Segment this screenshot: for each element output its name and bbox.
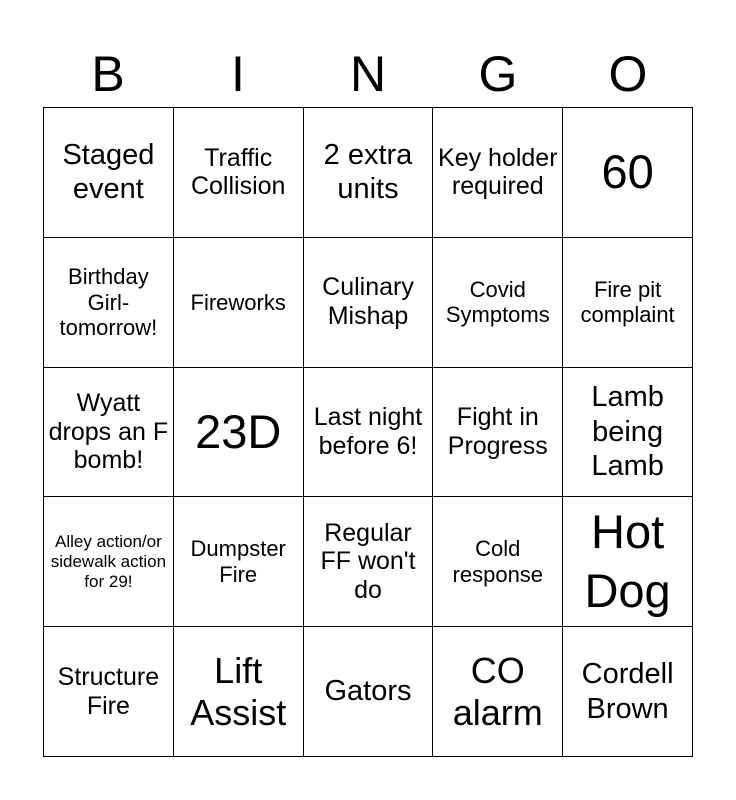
bingo-cell[interactable]: Covid Symptoms xyxy=(433,238,563,368)
bingo-cell[interactable]: Lamb being Lamb xyxy=(563,368,693,498)
bingo-cell[interactable]: Alley action/or sidewalk action for 29! xyxy=(44,497,174,627)
bingo-cell[interactable]: Lift Assist xyxy=(174,627,304,757)
bingo-cell[interactable]: Fireworks xyxy=(174,238,304,368)
bingo-cell[interactable]: Structure Fire xyxy=(44,627,174,757)
header-letter-n: N xyxy=(349,46,387,102)
bingo-cell[interactable]: Cordell Brown xyxy=(563,627,693,757)
bingo-cell[interactable]: Hot Dog xyxy=(563,497,693,627)
bingo-cell[interactable]: Staged event xyxy=(44,108,174,238)
header-letter-o: O xyxy=(608,46,648,102)
bingo-cell[interactable]: Culinary Mishap xyxy=(304,238,434,368)
bingo-cell[interactable]: Birthday Girl-tomorrow! xyxy=(44,238,174,368)
bingo-cell[interactable]: Key holder required xyxy=(433,108,563,238)
bingo-cell[interactable]: 23D xyxy=(174,368,304,498)
bingo-cell[interactable]: Cold response xyxy=(433,497,563,627)
header-letter-i: I xyxy=(231,46,245,102)
bingo-cell[interactable]: 2 extra units xyxy=(304,108,434,238)
bingo-cell[interactable]: Dumpster Fire xyxy=(174,497,304,627)
header-letter-b: B xyxy=(91,46,125,102)
bingo-cell[interactable]: 60 xyxy=(563,108,693,238)
header-letter-g: G xyxy=(478,46,518,102)
bingo-cell[interactable]: Fire pit complaint xyxy=(563,238,693,368)
bingo-header xyxy=(43,40,693,108)
bingo-cell[interactable]: Traffic Collision xyxy=(174,108,304,238)
bingo-cell[interactable]: Gators xyxy=(304,627,434,757)
bingo-cell[interactable]: Last night before 6! xyxy=(304,368,434,498)
bingo-cell[interactable]: Regular FF won't do xyxy=(304,497,434,627)
bingo-cell[interactable]: Wyatt drops an F bomb! xyxy=(44,368,174,498)
bingo-cell[interactable]: CO alarm xyxy=(433,627,563,757)
bingo-cell[interactable]: Fight in Progress xyxy=(433,368,563,498)
bingo-card-grid xyxy=(43,107,693,757)
